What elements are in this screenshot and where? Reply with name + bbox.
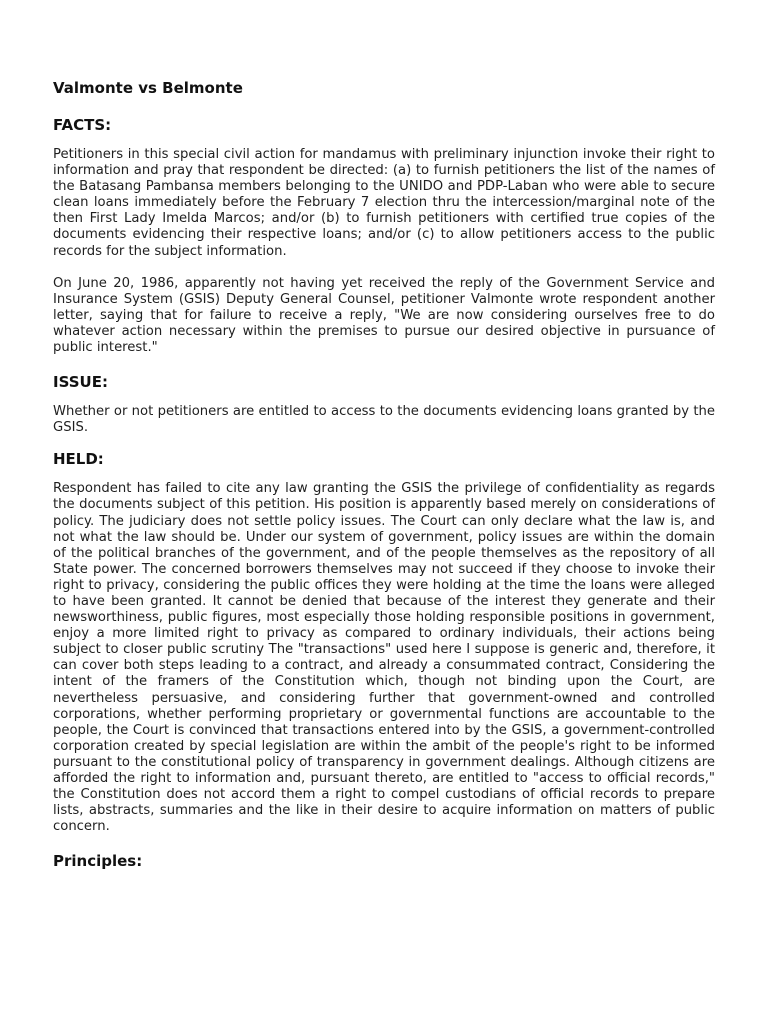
held-heading: HELD:	[53, 450, 104, 469]
facts-paragraph-1: Petitioners in this special civil action for mandamus with preliminary injunction invoke their right to information and pray that respondent be directed: (a) to furnish petitioners the list of the names of the Batasang Pambansa members belonging to the UNIDO and PDP-Laban who were able to secure clean loans immediately before the February 7 election thru the intercession/marginal note of the then First Lady Imelda Marcos; and/or (b) to furnish petitioners with certified true copies of the documents evidencing their respective loans; and/or (c) to allow petitioners access to the public records for the subject information.	[53, 147, 715, 259]
held-paragraph: Respondent has failed to cite any law granting the GSIS the privilege of confidentiality as regards the documents subject of this petition. His position is apparently based merely on considerations of policy. The judiciary does not settle policy issues. The Court can only declare what the law is, and not what the law should be. Under our system of government, policy issues are within the domain of the political branches of the government, and of the people themselves as the repository of all State power. The concerned borrowers themselves may not succeed if they choose to invoke their right to privacy, considering the public offices they were holding at the time the loans were alleged to have been granted. It cannot be denied that because of the interest they generate and their newsworthiness, public figures, most especially those holding responsible positions in government, enjoy a more limited right to privacy as compared to ordinary individuals, their actions being subject to closer public scrutiny The "transactions" used here I suppose is generic and, therefore, it can cover both steps leading to a contract, and already a consummated contract, Considering the intent of the framers of the Constitution which, though not binding upon the Court, are nevertheless persuasive, and considering further that government-owned and controlled corporations, whether performing proprietary or governmental functions are accountable to the people, the Court is convinced that transactions entered into by the GSIS, a government-controlled corporation created by special legislation are within the ambit of the people's right to be informed pursuant to the constitutional policy of transparency in government dealings. Although citizens are afforded the right to information and, pursuant thereto, are entitled to "access to official records," the Constitution does not accord them a right to compel custodians of official records to prepare lists, abstracts, summaries and the like in their desire to acquire information on matters of public concern.	[53, 481, 715, 835]
principles-heading: Principles:	[53, 852, 143, 871]
issue-heading: ISSUE:	[53, 373, 108, 392]
document-page	[53, 78, 715, 883]
facts-paragraph-2: On June 20, 1986, apparently not having yet received the reply of the Government Service and Insurance System (GSIS) Deputy General Counsel, petitioner Valmonte wrote respondent another letter, saying that for failure to receive a reply, "We are now considering ourselves free to do whatever action necessary within the premises to pursue our desired objective in pursuance of public interest."	[53, 275, 715, 356]
issue-paragraph: Whether or not petitioners are entitled to access to the documents evidencing loans granted by the GSIS.	[53, 404, 715, 436]
facts-heading: FACTS:	[53, 116, 112, 134]
document-title: Valmonte vs Belmonte	[53, 79, 243, 97]
